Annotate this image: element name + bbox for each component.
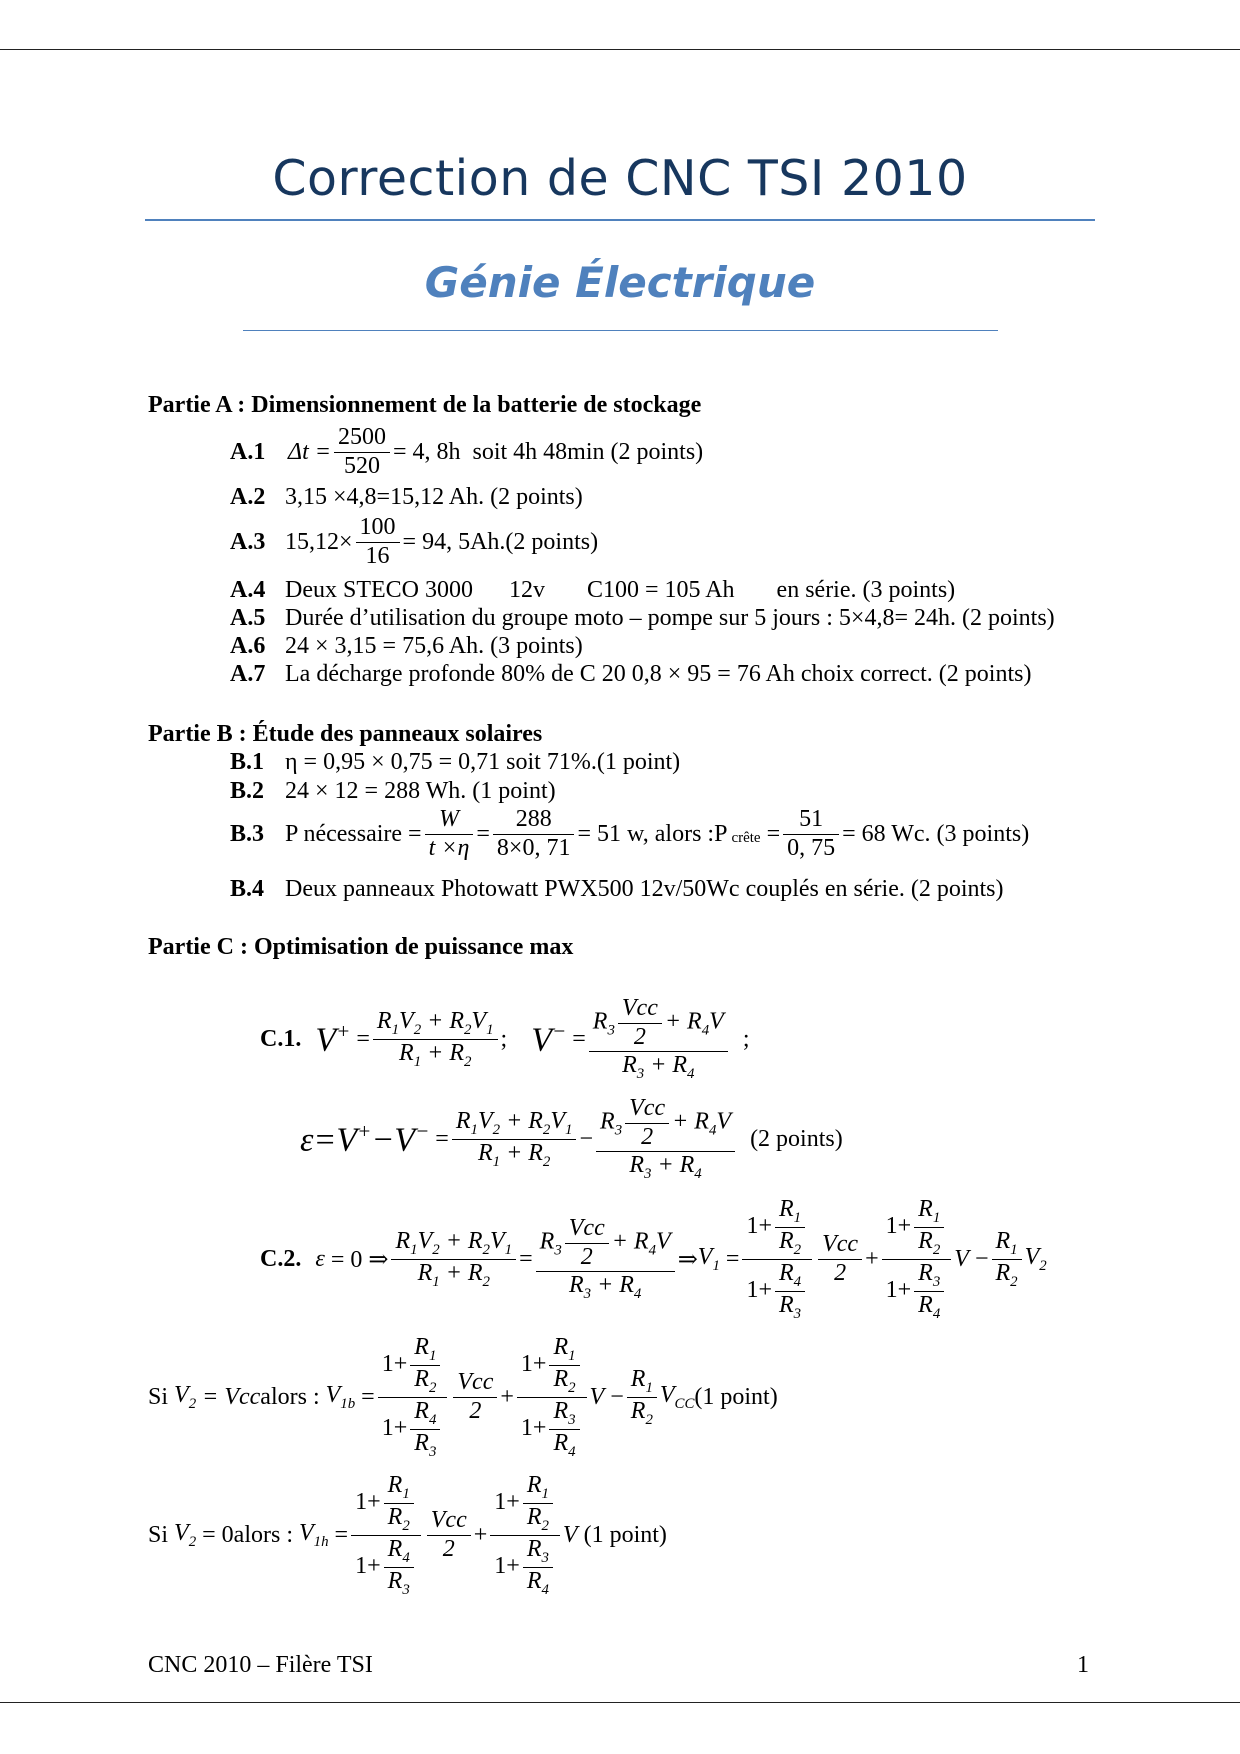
label-a2: A.2	[230, 484, 266, 510]
answer-a6	[230, 633, 583, 660]
answer-b2	[230, 778, 556, 805]
answer-b4	[230, 876, 1004, 903]
equation-si-zero: Si $V_2$ = 0 alors : $V_{1h}$ = 1+ $\frac{R_1}{R_2}$ 1+ $\frac{R_4}{R_3}$ $\frac{\text{Vcc}}{2}$ + 1+ $\frac{R_1}{R_2}$ 1+ $\frac{R_3}{R_4}$ V (1 point)	[148, 1472, 667, 1598]
footer-left: CNC 2010 – Filère TSI	[148, 1652, 373, 1678]
top-rule	[0, 49, 1240, 50]
si1-prefix: Si	[148, 1383, 169, 1410]
a1-text: soit 4h 48min (2 points)	[472, 438, 704, 465]
a7-text: La décharge profonde 80% de C 20 0,8 × 95 = 76 Ah choix correct. (2 points)	[285, 661, 1032, 687]
si2-alors: alors :	[233, 1521, 293, 1548]
label-a3: A.3	[230, 528, 266, 555]
label-b3: B.3	[230, 820, 265, 847]
b3-end: = 68 Wc. (3 points)	[842, 820, 1030, 847]
b3-fraction-1: $\frac{W}{t \times\eta}$	[425, 806, 474, 862]
si1-points: (1 point)	[694, 1383, 778, 1410]
answer-a7	[230, 661, 1031, 688]
answer-a5	[230, 605, 1055, 632]
equation-c2: C.2. ε = 0 ⇒ $\frac{R_1V_2 + R_2V_1}{R_1 + R_2}$ = $R_3$ $\frac{\text{Vcc}}{2}$ + $R_4V$ $R_3 + R_4$ ⇒ $V_1$ = 1+ $\frac{R_1}{R_2}$ 1+ $\frac{R_4}{R_3}$ $\frac{\text{Vcc}}{2}$ + 1+ $\frac{R_1}{R_2}$ 1+ $\frac{R_3}{R_4}$ V − $\frac{R_1}{R_2}$ $V_2$	[260, 1196, 1047, 1322]
b3-eq: =	[476, 820, 490, 847]
a1-fraction: $\frac{2500}{520}$	[334, 424, 390, 480]
equation-epsilon: ε=V+−V− = $\frac{R_1V_2 + R_2V_1}{R_1 + R_2}$ − $R_3$ $\frac{\text{Vcc}}{2}$ + $R_4V$ $R_3 + R_4$ (2 points)	[300, 1095, 843, 1182]
a3-lhs: 15,12×	[285, 528, 353, 555]
page-subtitle: Génie Électrique	[424, 258, 816, 307]
label-b4: B.4	[230, 876, 265, 902]
a1-lhs: Δt =	[288, 438, 331, 465]
answer-b3	[230, 806, 1029, 862]
si2-prefix: Si	[148, 1521, 169, 1548]
si1-alors: alors :	[260, 1383, 320, 1410]
b3-fraction-3: $\frac{51}{0, 75}$	[783, 806, 839, 862]
subtitle-underline	[243, 330, 998, 331]
b3-mid: = 51 w, alors :P	[577, 820, 728, 847]
label-c2: C.2.	[260, 1245, 302, 1272]
a4-text: Deux STECO 3000 12v C100 = 105 Ah en série. (3 points)	[285, 577, 956, 603]
b2-text: 24 × 12 = 288 Wh. (1 point)	[285, 778, 556, 804]
a5-text: Durée d’utilisation du groupe moto – pompe sur 5 jours : 5×4,8= 24h. (2 points)	[285, 605, 1055, 631]
a3-text: .(2 points)	[499, 528, 599, 555]
title-underline	[145, 219, 1095, 221]
b3-sub: crête	[731, 829, 761, 846]
bottom-rule	[0, 1702, 1240, 1703]
a3-fraction: $\frac{100}{16}$	[356, 514, 400, 570]
b4-text: Deux panneaux Photowatt PWX500 12v/50Wc couplés en série. (2 points)	[285, 876, 1004, 902]
a2-text: 3,15 ×4,8=15,12 Ah. (2 points)	[285, 484, 583, 510]
si2-points: (1 point)	[583, 1521, 667, 1548]
section-heading-a: Partie A : Dimensionnement de la batterie de stockage	[148, 392, 702, 418]
label-a4: A.4	[230, 577, 266, 603]
answer-b1	[230, 749, 680, 776]
b3-fraction-2: $\frac{288}{8\times 0, 71}$	[493, 806, 575, 862]
b3-prefix: P nécessaire =	[285, 820, 422, 847]
label-a1: A.1	[230, 438, 266, 465]
answer-a3	[230, 514, 598, 570]
page-number: 1	[1077, 1652, 1089, 1678]
a3-rhs: = 94, 5Ah	[402, 528, 500, 555]
c1-points: (2 points)	[750, 1125, 843, 1152]
a6-text: 24 × 3,15 = 75,6 Ah. (3 points)	[285, 633, 583, 659]
answer-a2	[230, 484, 583, 511]
equation-si-vcc: Si $V_2$ = Vcc alors : $V_{1b}$ = 1+ $\frac{R_1}{R_2}$ 1+ $\frac{R_4}{R_3}$ $\frac{\text{Vcc}}{2}$ + 1+ $\frac{R_1}{R_2}$ 1+ $\frac{R_3}{R_4}$ V − $\frac{R_1}{R_2}$ $V_{CC}$ (1 point)	[148, 1334, 778, 1460]
label-a7: A.7	[230, 661, 266, 687]
label-c1: C.1.	[260, 1025, 302, 1052]
label-b2: B.2	[230, 778, 265, 804]
label-a5: A.5	[230, 605, 266, 631]
a1-rhs: = 4, 8h	[392, 438, 461, 465]
page-title: Correction de CNC TSI 2010	[272, 150, 968, 207]
b1-text: η = 0,95 × 0,75 = 0,71 soit 71%.(1 point)	[285, 749, 681, 775]
answer-a1	[230, 424, 703, 480]
label-b1: B.1	[230, 749, 265, 775]
label-a6: A.6	[230, 633, 266, 659]
answer-a4	[230, 577, 955, 604]
section-heading-b: Partie B : Étude des panneaux solaires	[148, 721, 543, 747]
section-heading-c: Partie C : Optimisation de puissance max	[148, 934, 574, 960]
equation-c1: C.1. V+ = $\frac{R_1V_2 + R_2V_1}{R_1 + R_2}$ ; V− = $R_3$ $\frac{\text{Vcc}}{2}$ + $R_4V$ $R_3 + R_4$ ;	[260, 995, 750, 1082]
b3-eq2: =	[766, 820, 781, 847]
